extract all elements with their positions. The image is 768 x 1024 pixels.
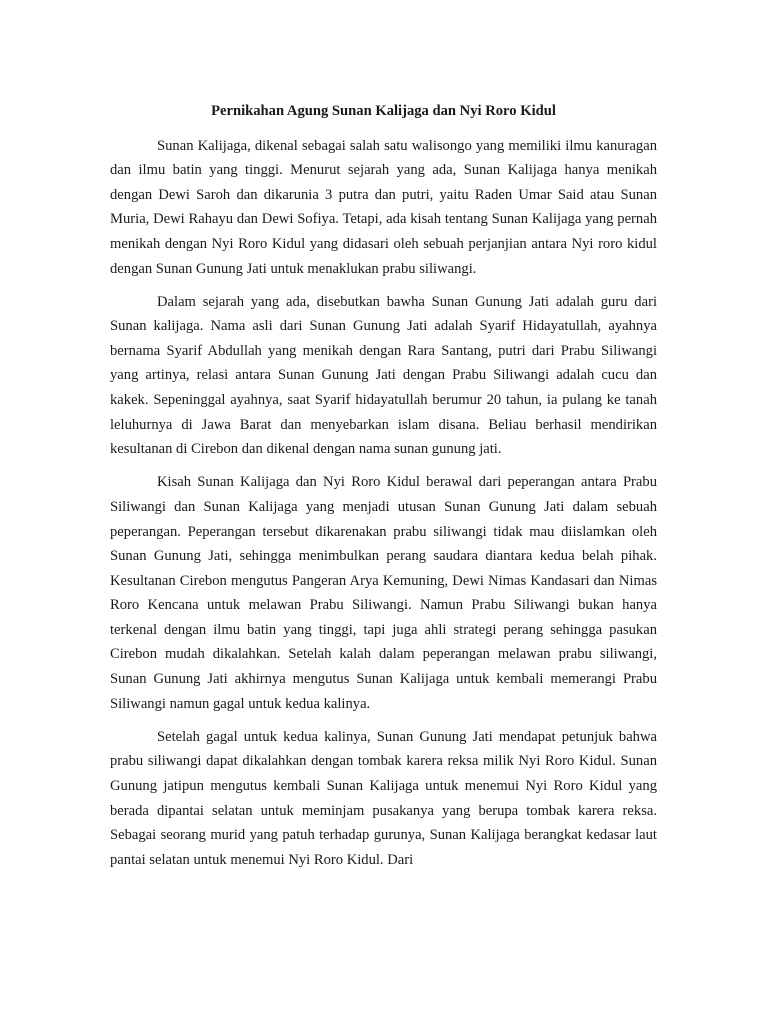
document-title: Pernikahan Agung Sunan Kalijaga dan Nyi Roro Kidul xyxy=(211,103,556,119)
paragraph-1: Sunan Kalijaga, dikenal sebagai salah satu walisongo yang memiliki ilmu kanuragan dan ilmu batin yang tinggi. Menurut sejarah yang ada, Sunan Kalijaga hanya menikah dengan Dewi Saroh dan dikarunia 3 putra dan putri, yaitu Raden Umar Said atau Sunan Muria, Dewi Rahayu dan Dewi Sofiya. Tetapi, ada kisah tentang Sunan Kalijaga yang pernah menikah dengan Nyi Roro Kidul yang didasari oleh sebuah perjanjian antara Nyi roro kidul dengan Sunan Gunung Jati untuk menaklukan prabu siliwangi. xyxy=(110,137,657,277)
paragraph-3: Kisah Sunan Kalijaga dan Nyi Roro Kidul berawal dari peperangan antara Prabu Siliwangi dan Sunan Kalijaga yang menjadi utusan Sunan Gunung Jati dalam sebuah peperangan. Peperangan tersebut dikarenakan prabu siliwangi tidak mau diislamkan oleh Sunan Gunung Jati, sehingga menimbulkan perang saudara diantara kedua belah pihak. Kesultanan Cirebon mengutus Pangeran Arya Kemuning, Dewi Nimas Kandasari dan Nimas Roro Kencana untuk melawan Prabu Siliwangi. Namun Prabu Siliwangi bukan hanya terkenal dengan ilmu batin yang tinggi, tapi juga ahli strategi perang sehingga pasukan Cirebon mudah dikalahkan. Setelah kalah dalam peperangan melawan prabu siliwangi, Sunan Gunung Jati akhirnya mengutus Sunan Kalijaga untuk kembali memerangi Prabu Siliwangi namun gagal untuk kedua kalinya. xyxy=(110,474,657,712)
document-body xyxy=(110,99,657,881)
paragraph-4: Setelah gagal untuk kedua kalinya, Sunan Gunung Jati mendapat petunjuk bahwa prabu siliwangi dapat dikalahkan dengan tombak karera reksa milik Nyi Roro Kidul. Sunan Gunung jatipun mengutus kembali Sunan Kalijaga untuk menemui Nyi Roro Kidul yang berada dipantai selatan untuk meminjam pusakanya yang berupa tombak karera reksa. Sebagai seorang murid yang patuh terhadap gurunya, Sunan Kalijaga berangkat kedasar laut pantai selatan untuk menemui Nyi Roro Kidul. Dari xyxy=(110,728,657,868)
paragraph-2: Dalam sejarah yang ada, disebutkan bawha Sunan Gunung Jati adalah guru dari Sunan kalijaga. Nama asli dari Sunan Gunung Jati adalah Syarif Hidayatullah, ayahnya bernama Syarif Abdullah yang menikah dengan Rara Santang, putri dari Prabu Siliwangi yang artinya, relasi antara Sunan Gunung Jati dengan Prabu Siliwangi adalah cucu dan kakek. Sepeninggal ayahnya, saat Syarif hidayatullah berumur 20 tahun, ia pulang ke tanah leluhurnya di Jawa Barat dan menyebarkan islam disana. Beliau berhasil mendirikan kesultanan di Cirebon dan dikenal dengan nama sunan gunung jati. xyxy=(110,293,657,458)
